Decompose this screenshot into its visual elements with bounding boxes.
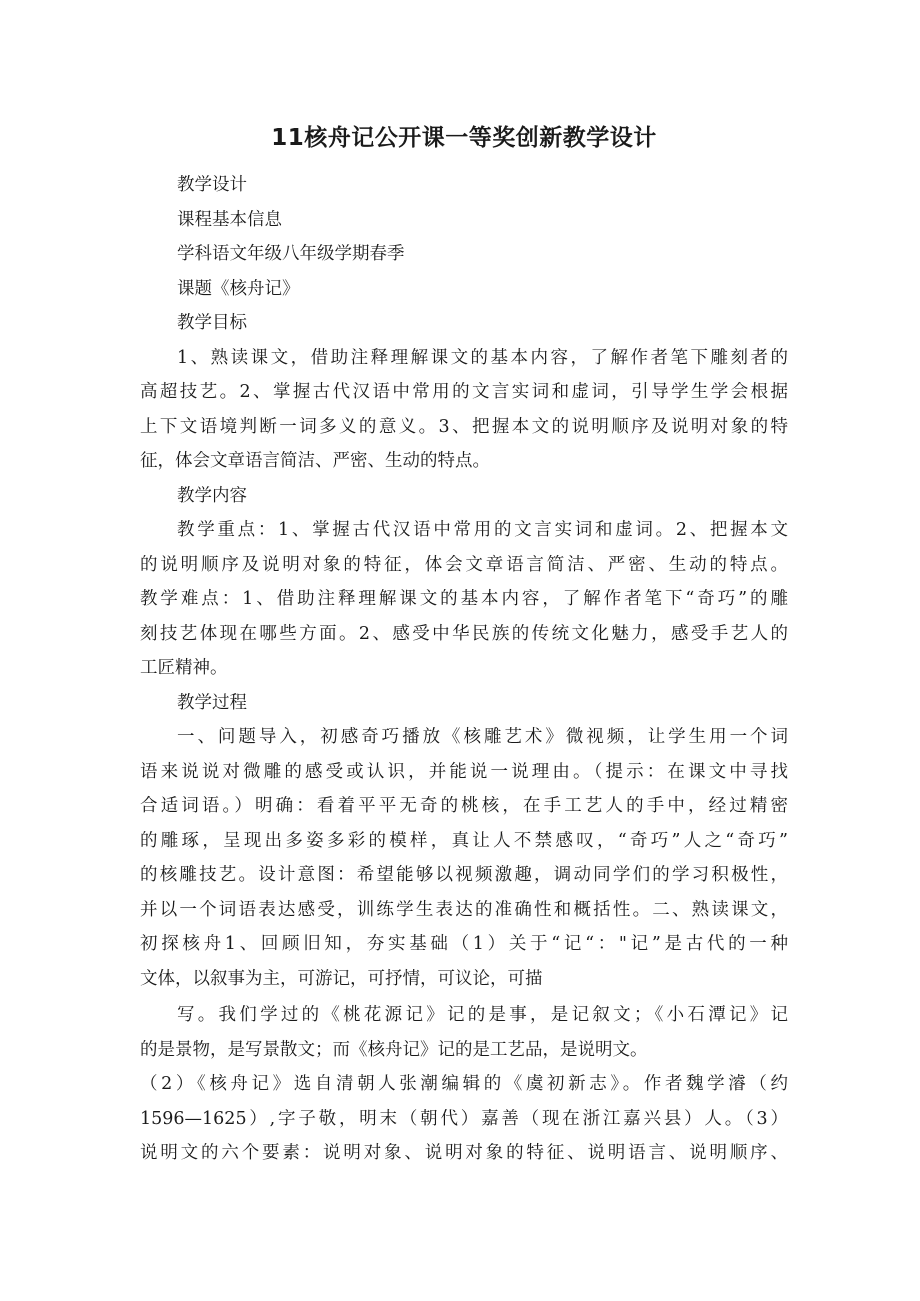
heading-teaching-content: 教学内容: [177, 485, 247, 506]
text-line: 的是景物，是写景散文；而《核舟记》记的是工艺品，是说明文。: [140, 1039, 648, 1060]
text-line: 并以一个词语表达感受，训练学生表达的准确性和概括性。二、熟读课文，: [140, 899, 788, 920]
text-line: 语来说说对微雕的感受或认识，并能说一说理由。（提示：在课文中寻找: [140, 761, 788, 782]
teaching-process-continued: [140, 998, 788, 1171]
text-line: 上下文语境判断一词多义的意义。3、把握本文的说明顺序及说明对象的特: [140, 416, 788, 437]
course-subject-grade: 学科语文年级八年级学期春季: [177, 244, 405, 264]
heading-teaching-process: 教学过程: [177, 692, 247, 713]
text-line: 1596—1625）,字子敬，明末（朝代）嘉善（现在浙江嘉兴县）人。（3）: [140, 1108, 788, 1129]
teaching-process-paragraph: [140, 720, 788, 996]
text-line: 征，体会文章语言简洁、严密、生动的特点。: [140, 451, 490, 471]
text-line: 合适词语。）明确：看着平平无奇的桃核，在手工艺人的手中，经过精密: [140, 796, 788, 816]
text-line: （2）《核舟记》选自清朝人张潮编辑的《虞初新志》。作者魏学濬（约: [140, 1074, 788, 1094]
document-page: [140, 120, 788, 1171]
text-line: 初探核舟1、回顾旧知，夯实基础（1）关于“记“："记”是古代的一种: [140, 934, 788, 954]
text-line: 说明文的六个要素：说明对象、说明对象的特征、说明语言、说明顺序、: [140, 1143, 788, 1163]
text-line: 文体，以叙事为主，可游记，可抒情，可议论，可描: [140, 968, 543, 989]
text-line: 教学难点：1、借助注释理解课文的基本内容，了解作者笔下“奇巧”的雕: [140, 589, 788, 609]
course-topic: 课题《核舟记》: [177, 278, 300, 299]
text-line: 刻技艺体现在哪些方面。2、感受中华民族的传统文化魅力，感受手艺人的: [140, 623, 788, 644]
page-title: 11核舟记公开课一等奖创新教学设计: [271, 125, 657, 151]
text-line: 的说明顺序及说明对象的特征，体会文章语言简洁、严密、生动的特点。: [140, 554, 788, 575]
text-line: 教学重点：1、掌握古代汉语中常用的文言实词和虚词。2、把握本文: [177, 520, 788, 540]
teaching-content-paragraph: [140, 513, 788, 686]
text-line: 的雕琢，呈现出多姿多彩的模样，真让人不禁感叹，“奇巧”人之“奇巧”: [140, 830, 788, 851]
text-line: 高超技艺。2、掌握古代汉语中常用的文言实词和虚词，引导学生学会根据: [140, 382, 788, 402]
text-line: 1、熟读课文，借助注释理解课文的基本内容，了解作者笔下雕刻者的: [177, 347, 788, 368]
text-line: 写。我们学过的《桃花源记》记的是事，是记叙文；《小石潭记》记: [177, 1005, 788, 1025]
heading-teaching-design: 教学设计: [177, 175, 247, 195]
heading-teaching-goals: 教学目标: [177, 313, 247, 333]
text-line: 的核雕技艺。设计意图：希望能够以视频激趣，调动同学们的学习积极性，: [140, 865, 788, 885]
text-line: 工匠精神。: [140, 658, 228, 678]
teaching-goals-paragraph: [140, 341, 788, 479]
heading-course-info: 课程基本信息: [177, 209, 282, 230]
text-line: 一、问题导入，初感奇巧播放《核雕艺术》微视频，让学生用一个词: [177, 727, 788, 747]
